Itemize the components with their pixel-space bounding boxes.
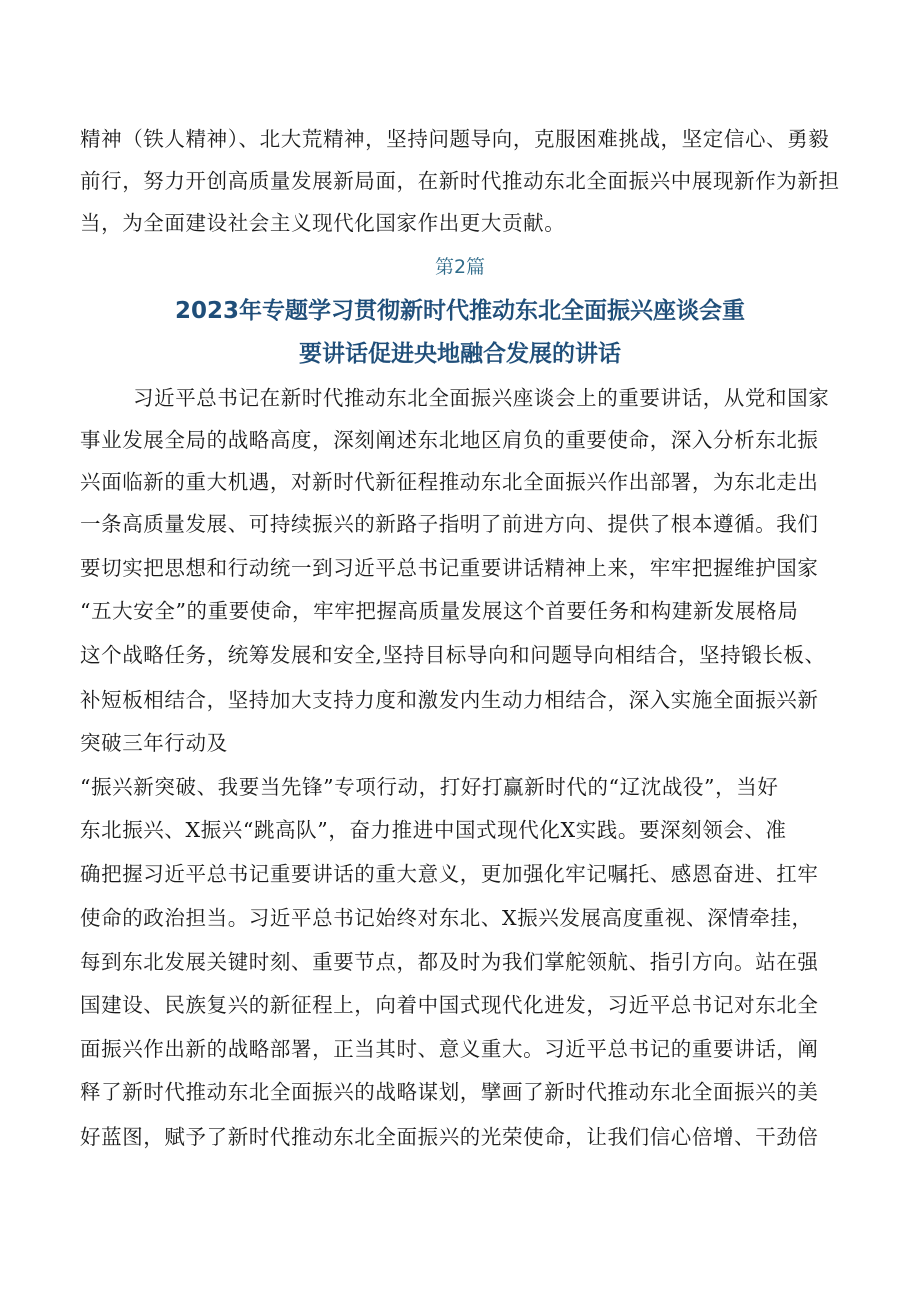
- body-line: 习近平总书记在新时代推动东北全面振兴座谈会上的重要讲话，从党和国家: [133, 386, 830, 410]
- body-line: 补短板相结合，坚持加大支持力度和激发内生动力相结合，深入实施全面振兴新: [80, 688, 819, 712]
- body-line: 确把握习近平总书记重要讲话的重大意义，更加强化牢记嘱托、感恩奋进、扛牢: [80, 862, 819, 886]
- document-title-line: 2023年专题学习贯彻新时代推动东北全面振兴座谈会重: [174, 298, 745, 324]
- body-line: 事业发展全局的战略高度，深刻阐述东北地区肩负的重要使命，深入分析东北振: [80, 428, 819, 452]
- body-line: 要切实把思想和行动统一到习近平总书记重要讲话精神上来，牢牢把握维护国家: [80, 556, 819, 580]
- body-line: 释了新时代推动东北全面振兴的战略谋划，擘画了新时代推动东北全面振兴的美: [80, 1080, 819, 1104]
- intro-line: 精神（铁人精神）、北大荒精神，坚持问题导向，克服困难挑战，坚定信心、勇毅: [80, 127, 830, 151]
- section-label: 第2篇: [434, 256, 486, 278]
- intro-line: 前行，努力开创高质量发展新局面，在新时代推动东北全面振兴中展现新作为新担: [80, 169, 840, 193]
- body-line: 兴面临新的重大机遇，对新时代新征程推动东北全面振兴作出部署，为东北走出: [80, 470, 819, 494]
- body-line: 好蓝图，赋予了新时代推动东北全面振兴的光荣使命，让我们信心倍增、干劲倍: [80, 1125, 819, 1149]
- body-line: 一条高质量发展、可持续振兴的新路子指明了前进方向、提供了根本遵循。我们: [80, 512, 819, 536]
- body-line: 使命的政治担当。习近平总书记始终对东北、X振兴发展高度重视、深情牵挂，: [80, 906, 813, 930]
- body-line: 国建设、民族复兴的新征程上，向着中国式现代化进发，习近平总书记对东北全: [80, 993, 819, 1017]
- body-line: “振兴新突破、我要当先锋”专项行动，打好打赢新时代的“辽沈战役”，当好: [80, 775, 779, 799]
- body-line: 东北振兴、X振兴“跳高队”，奋力推进中国式现代化X实践。要深刻领会、准: [80, 818, 787, 842]
- body-line: 每到东北发展关键时刻、重要节点，都及时为我们掌舵领航、指引方向。站在强: [80, 950, 819, 974]
- intro-line: 当，为全面建设社会主义现代化国家作出更大贡献。: [80, 211, 566, 235]
- body-line: 突破三年行动及: [80, 731, 228, 755]
- document-title-line: 要讲话促进央地融合发展的讲话: [299, 341, 621, 367]
- body-line: 面振兴作出新的战略部署，正当其时、意义重大。习近平总书记的重要讲话，阐: [80, 1037, 819, 1061]
- body-line: 这个战略任务，统筹发展和安全,坚持目标导向和问题导向相结合，坚持锻长板、: [80, 643, 826, 667]
- body-line: “五大安全”的重要使命，牢牢把握高质量发展这个首要任务和构建新发展格局: [80, 599, 799, 623]
